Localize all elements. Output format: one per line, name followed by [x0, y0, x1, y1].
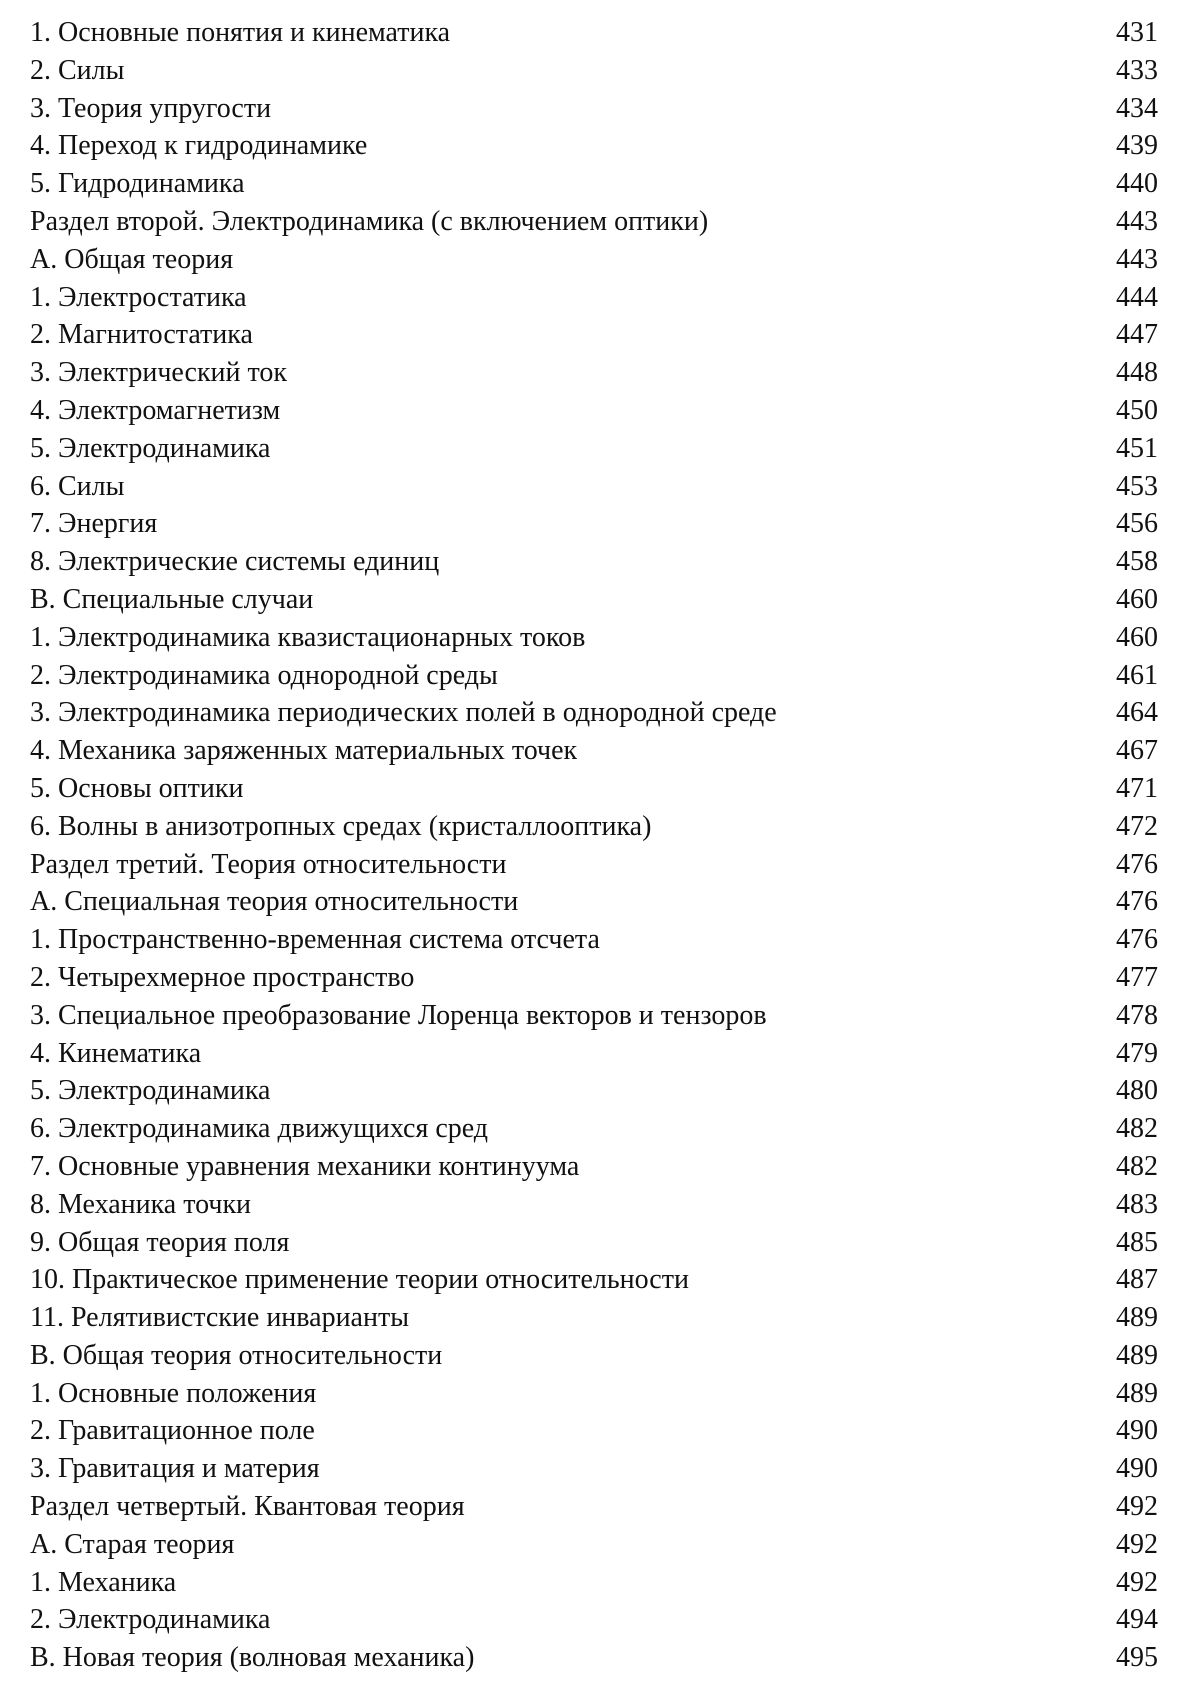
toc-entry-page-number: 489	[1116, 1337, 1158, 1375]
toc-entry-page-number: 490	[1116, 1450, 1158, 1488]
toc-entry-title: 2. Четырехмерное пространство	[30, 959, 414, 997]
toc-entry-page-number: 495	[1116, 1639, 1158, 1677]
toc-entry-page-number: 490	[1116, 1412, 1158, 1450]
toc-entry	[30, 619, 1158, 657]
toc-entry-page-number: 477	[1116, 959, 1158, 997]
toc-entry-title: 6. Силы	[30, 468, 124, 506]
toc-entry	[30, 468, 1158, 506]
toc-entry-title: А. Старая теория	[30, 1526, 234, 1564]
toc-entry-page-number: 460	[1116, 619, 1158, 657]
toc-entry-title: 1. Электростатика	[30, 279, 247, 317]
toc-entry-page-number: 461	[1116, 657, 1158, 695]
toc-entry-page-number: 489	[1116, 1299, 1158, 1337]
toc-entry-title: 1. Основные понятия и кинематика	[30, 14, 450, 52]
toc-entry-title: 2. Электродинамика	[30, 1601, 270, 1639]
toc-entry	[30, 316, 1158, 354]
toc-entry-title: 2. Силы	[30, 52, 124, 90]
toc-entry	[30, 430, 1158, 468]
toc-entry	[30, 543, 1158, 581]
toc-entry	[30, 1110, 1158, 1148]
toc-entry-page-number: 476	[1116, 883, 1158, 921]
toc-entry-page-number: 460	[1116, 581, 1158, 619]
toc-entry-title: 5. Основы оптики	[30, 770, 243, 808]
toc-entry-title: 2. Электродинамика однородной среды	[30, 657, 498, 695]
toc-entry-page-number: 476	[1116, 921, 1158, 959]
toc-entry-title: 3. Гравитация и материя	[30, 1450, 320, 1488]
toc-entry	[30, 1526, 1158, 1564]
toc-entry-title: 1. Пространственно-временная система отсчета	[30, 921, 600, 959]
toc-entry-page-number: 478	[1116, 997, 1158, 1035]
toc-entry	[30, 1148, 1158, 1186]
toc-entry	[30, 657, 1158, 695]
toc-entry	[30, 165, 1158, 203]
toc-entry	[30, 1412, 1158, 1450]
toc-entry-title: 11. Релятивистские инварианты	[30, 1299, 409, 1337]
toc-entry	[30, 883, 1158, 921]
toc-entry-title: 4. Кинематика	[30, 1035, 201, 1073]
toc-entry-title: А. Специальная теория относительности	[30, 883, 518, 921]
toc-entry	[30, 505, 1158, 543]
toc-entry-title: 8. Электрические системы единиц	[30, 543, 439, 581]
toc-entry	[30, 90, 1158, 128]
toc-entry-title: 7. Энергия	[30, 505, 157, 543]
toc-entry	[30, 1564, 1158, 1602]
toc-entry	[30, 1639, 1158, 1677]
toc-entry-page-number: 456	[1116, 505, 1158, 543]
toc-entry-title: В. Новая теория (волновая механика)	[30, 1639, 474, 1677]
toc-entry-page-number: 448	[1116, 354, 1158, 392]
toc-entry-title: 3. Электрический ток	[30, 354, 287, 392]
toc-entry	[30, 581, 1158, 619]
toc-entry	[30, 1186, 1158, 1224]
toc-entry-page-number: 479	[1116, 1035, 1158, 1073]
toc-entry-page-number: 450	[1116, 392, 1158, 430]
toc-entry	[30, 846, 1158, 884]
toc-entry	[30, 1035, 1158, 1073]
toc-entry-page-number: 433	[1116, 52, 1158, 90]
toc-entry-page-number: 471	[1116, 770, 1158, 808]
toc-entry-page-number: 434	[1116, 90, 1158, 128]
toc-entry-page-number: 472	[1116, 808, 1158, 846]
toc-entry-page-number: 443	[1116, 241, 1158, 279]
toc-entry-page-number: 431	[1116, 14, 1158, 52]
toc-entry	[30, 1488, 1158, 1526]
toc-entry-page-number: 483	[1116, 1186, 1158, 1224]
toc-entry	[30, 241, 1158, 279]
toc-entry-page-number: 492	[1116, 1488, 1158, 1526]
toc-entry	[30, 354, 1158, 392]
toc-entry-title: 4. Механика заряженных материальных точек	[30, 732, 577, 770]
toc-entry	[30, 770, 1158, 808]
toc-entry	[30, 1072, 1158, 1110]
toc-entry-title: 3. Электродинамика периодических полей в однородной среде	[30, 694, 777, 732]
toc-entry-title: 5. Электродинамика	[30, 430, 270, 468]
toc-entry-page-number: 447	[1116, 316, 1158, 354]
toc-entry-title: 1. Основные положения	[30, 1375, 316, 1413]
toc-entry	[30, 1261, 1158, 1299]
toc-entry-title: 9. Общая теория поля	[30, 1224, 289, 1262]
toc-entry	[30, 808, 1158, 846]
toc-entry	[30, 1450, 1158, 1488]
toc-entry-page-number: 492	[1116, 1526, 1158, 1564]
toc-entry-page-number: 482	[1116, 1148, 1158, 1186]
toc-entry-page-number: 489	[1116, 1375, 1158, 1413]
toc-entry-title: Раздел третий. Теория относительности	[30, 846, 506, 884]
toc-entry-title: Раздел четвертый. Квантовая теория	[30, 1488, 465, 1526]
toc-entry-page-number: 494	[1116, 1601, 1158, 1639]
toc-entry-page-number: 476	[1116, 846, 1158, 884]
toc-entry	[30, 14, 1158, 52]
toc-entry-page-number: 464	[1116, 694, 1158, 732]
toc-entry-page-number: 487	[1116, 1261, 1158, 1299]
toc-entry-title: 2. Магнитостатика	[30, 316, 253, 354]
toc-entry	[30, 392, 1158, 430]
toc-entry-title: Раздел второй. Электродинамика (с включением оптики)	[30, 203, 708, 241]
toc-entry	[30, 732, 1158, 770]
toc-entry-title: 6. Электродинамика движущихся сред	[30, 1110, 488, 1148]
toc-entry-page-number: 453	[1116, 468, 1158, 506]
toc-entry-page-number: 467	[1116, 732, 1158, 770]
toc-entry-title: 1. Электродинамика квазистационарных токов	[30, 619, 585, 657]
toc-entry	[30, 127, 1158, 165]
toc-entry	[30, 203, 1158, 241]
toc-entry-page-number: 482	[1116, 1110, 1158, 1148]
toc-entry-page-number: 492	[1116, 1564, 1158, 1602]
toc-entry	[30, 1337, 1158, 1375]
toc-entry	[30, 959, 1158, 997]
toc-entry	[30, 921, 1158, 959]
toc-entry-page-number: 440	[1116, 165, 1158, 203]
toc-entry-title: 5. Гидродинамика	[30, 165, 245, 203]
toc-entry	[30, 1375, 1158, 1413]
toc-entry-title: 2. Гравитационное поле	[30, 1412, 315, 1450]
toc-entry-page-number: 451	[1116, 430, 1158, 468]
toc-entry-page-number: 480	[1116, 1072, 1158, 1110]
toc-entry-title: А. Общая теория	[30, 241, 233, 279]
toc-entry-title: 8. Механика точки	[30, 1186, 251, 1224]
toc-entry	[30, 1601, 1158, 1639]
table-of-contents	[30, 14, 1158, 1677]
toc-entry-page-number: 443	[1116, 203, 1158, 241]
toc-entry-page-number: 458	[1116, 543, 1158, 581]
toc-entry	[30, 52, 1158, 90]
toc-entry-title: 6. Волны в анизотропных средах (кристаллооптика)	[30, 808, 651, 846]
toc-entry-title: 3. Специальное преобразование Лоренца векторов и тензоров	[30, 997, 767, 1035]
toc-entry-title: 5. Электродинамика	[30, 1072, 270, 1110]
toc-entry	[30, 1224, 1158, 1262]
toc-entry	[30, 279, 1158, 317]
toc-entry-title: В. Специальные случаи	[30, 581, 313, 619]
toc-entry	[30, 1299, 1158, 1337]
toc-entry-title: 3. Теория упругости	[30, 90, 271, 128]
toc-entry	[30, 694, 1158, 732]
toc-entry-title: 7. Основные уравнения механики континуума	[30, 1148, 579, 1186]
toc-entry-page-number: 439	[1116, 127, 1158, 165]
toc-entry	[30, 997, 1158, 1035]
toc-entry-title: 1. Механика	[30, 1564, 176, 1602]
toc-entry-title: 4. Электромагнетизм	[30, 392, 280, 430]
toc-entry-page-number: 444	[1116, 279, 1158, 317]
toc-entry-page-number: 485	[1116, 1224, 1158, 1262]
toc-entry-title: 10. Практическое применение теории относительности	[30, 1261, 689, 1299]
toc-entry-title: В. Общая теория относительности	[30, 1337, 442, 1375]
toc-entry-title: 4. Переход к гидродинамике	[30, 127, 367, 165]
